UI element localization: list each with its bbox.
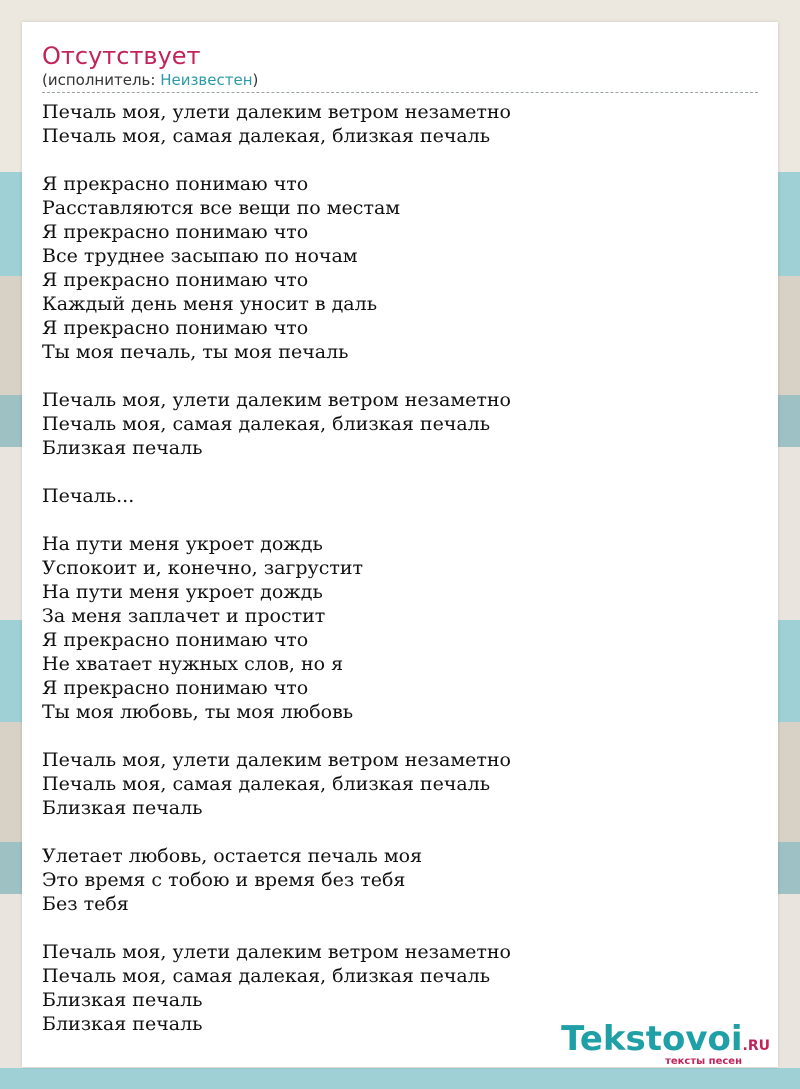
lyric-line: Я прекрасно понимаю что [42, 173, 309, 195]
artist-prefix: (исполнитель: [42, 71, 161, 89]
logo-tagline: тексты песен [665, 1056, 742, 1067]
lyric-line: Не хватает нужных слов, но я [42, 653, 344, 675]
lyric-line: Каждый день меня уносит в даль [42, 293, 378, 315]
logo-wordmark: Tekstovoi [561, 1019, 743, 1059]
lyric-line: На пути меня укроет дождь [42, 581, 323, 603]
lyric-line: Печаль моя, улети далеким ветром незаметно [42, 101, 511, 123]
lyric-line: Близкая печаль [42, 797, 203, 819]
lyric-line: Печаль моя, самая далекая, близкая печаль [42, 413, 491, 435]
song-title: Отсутствует [42, 42, 201, 70]
lyric-line: Все труднее засыпаю по ночам [42, 245, 358, 267]
lyric-line: Я прекрасно понимаю что [42, 629, 309, 651]
lyric-line: Печаль... [42, 485, 135, 507]
stanza-break [42, 820, 758, 844]
stanza-break [42, 724, 758, 748]
stanza-break [42, 916, 758, 940]
lyric-line: За меня заплачет и простит [42, 605, 326, 627]
stanza-break [42, 508, 758, 532]
artist-suffix: ) [252, 71, 259, 89]
lyrics-text [42, 100, 758, 1036]
lyric-line: Я прекрасно понимаю что [42, 221, 309, 243]
artist-link[interactable]: Неизвестен [160, 71, 253, 89]
lyrics-card [22, 22, 778, 1067]
lyric-line: Печаль моя, улети далеким ветром незаметно [42, 389, 511, 411]
lyric-line: Близкая печаль [42, 1013, 203, 1035]
stanza-break [42, 148, 758, 172]
lyric-line: Печаль моя, самая далекая, близкая печаль [42, 125, 491, 147]
lyric-line: На пути меня укроет дождь [42, 533, 323, 555]
stanza-break [42, 364, 758, 388]
lyric-line: Это время с тобою и время без тебя [42, 869, 406, 891]
lyric-line: Успокоит и, конечно, загрустит [42, 557, 364, 579]
lyric-line: Печаль моя, самая далекая, близкая печаль [42, 965, 491, 987]
lyric-line: Улетает любовь, остается печаль моя [42, 845, 423, 867]
lyric-line: Расставляются все вещи по местам [42, 197, 401, 219]
site-logo[interactable] [561, 1019, 770, 1067]
lyric-line: Печаль моя, улети далеким ветром незаметно [42, 749, 511, 771]
lyric-line: Я прекрасно понимаю что [42, 317, 309, 339]
lyric-line: Я прекрасно понимаю что [42, 677, 309, 699]
lyric-line: Близкая печаль [42, 989, 203, 1011]
artist-line [42, 70, 758, 90]
lyric-line: Печаль моя, улети далеким ветром незаметно [42, 941, 511, 963]
lyric-line: Ты моя печаль, ты моя печаль [42, 341, 349, 363]
logo-tld: .RU [742, 1038, 770, 1054]
lyric-line: Без тебя [42, 893, 129, 915]
song-header [42, 42, 758, 93]
lyric-line: Близкая печаль [42, 437, 203, 459]
lyric-line: Ты моя любовь, ты моя любовь [42, 701, 354, 723]
lyric-line: Печаль моя, самая далекая, близкая печаль [42, 773, 491, 795]
lyric-line: Я прекрасно понимаю что [42, 269, 309, 291]
stanza-break [42, 460, 758, 484]
